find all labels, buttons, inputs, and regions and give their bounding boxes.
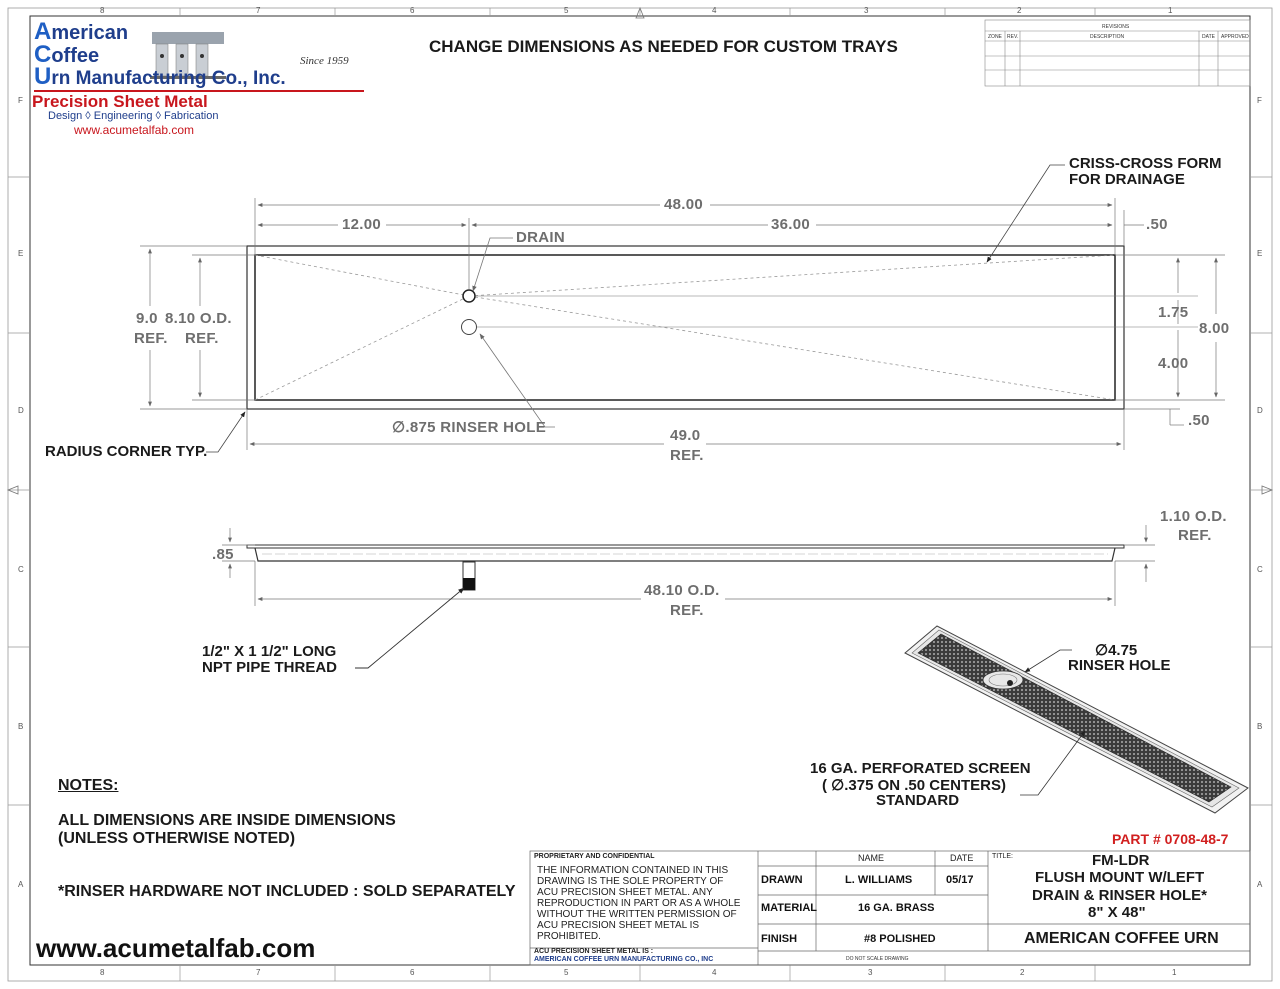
zone-bottom-3: 3 <box>868 968 873 977</box>
dim-outer-height: 9.0 <box>136 310 158 327</box>
zone-bottom-8: 8 <box>100 968 105 977</box>
proprietary-line-6: ACU PRECISION SHEET METAL IS <box>537 920 700 931</box>
zone-top-4: 4 <box>712 6 717 15</box>
logo-since: Since 1959 <box>300 55 349 67</box>
drain-hole <box>463 290 475 302</box>
notes-line-1: ALL DIMENSIONS ARE INSIDE DIMENSIONS <box>58 812 396 829</box>
criss-cross-label-2: FOR DRAINAGE <box>1069 171 1185 188</box>
zone-bottom-5: 5 <box>564 968 569 977</box>
notes-line-2: (UNLESS OTHERWISE NOTED) <box>58 830 296 847</box>
dim-outer-length: 49.0 <box>670 427 701 444</box>
drawn-name: L. WILLIAMS <box>845 874 913 886</box>
proprietary-line-1: THE INFORMATION CONTAINED IN THIS <box>537 865 729 876</box>
part-number: PART # 0708-48-7 <box>1112 831 1229 847</box>
zone-top-1: 1 <box>1168 6 1173 15</box>
zone-left-a: A <box>18 880 24 889</box>
drain-label: DRAIN <box>516 229 565 246</box>
drawn-label: DRAWN <box>761 874 803 886</box>
logo-division: Precision Sheet Metal <box>32 92 208 111</box>
footer-url[interactable]: www.acumetalfab.com <box>36 933 316 963</box>
zone-top-8: 8 <box>100 6 105 15</box>
material-value: 16 GA. BRASS <box>858 902 935 914</box>
zone-bottom-2: 2 <box>1020 968 1025 977</box>
logo-url[interactable]: www.acumetalfab.com <box>74 123 195 137</box>
logo-line-coffee: Coffee <box>34 41 100 68</box>
dim-od-length-ref: REF. <box>670 602 704 619</box>
zone-top-2: 2 <box>1017 6 1022 15</box>
zone-right-c: C <box>1257 565 1263 574</box>
pipe-thread-label-1: 1/2" X 1 1/2" LONG <box>202 643 337 660</box>
dim-left-offset: 12.00 <box>342 216 382 233</box>
iso-rinser-label-1: ∅4.75 <box>1095 642 1138 659</box>
rinser-hole <box>462 320 477 335</box>
dim-drain-offset: 1.75 <box>1158 304 1189 321</box>
zone-left-e: E <box>18 249 24 258</box>
zone-right-d: D <box>1257 406 1263 415</box>
criss-cross-label-1: CRISS-CROSS FORM <box>1069 155 1222 172</box>
radius-corner-label: RADIUS CORNER TYP. <box>45 443 208 460</box>
proprietary-line-3: ACU PRECISION SHEET METAL. ANY <box>537 887 713 898</box>
zone-bottom-1: 1 <box>1172 968 1177 977</box>
proprietary-line-4: REPRODUCTION IN PART OR AS A WHOLE <box>537 898 741 909</box>
zone-top-7: 7 <box>256 6 261 15</box>
revisions-title: REVISIONS <box>1102 24 1130 30</box>
dim-od-depth-ref: REF. <box>1178 527 1212 544</box>
notes-heading: NOTES: <box>58 777 119 794</box>
zone-bottom-7: 7 <box>256 968 261 977</box>
name-header: NAME <box>858 853 885 863</box>
notes-line-3: *RINSER HARDWARE NOT INCLUDED : SOLD SEPARATELY <box>58 883 516 900</box>
zone-top-5: 5 <box>564 6 569 15</box>
screen-label-1: 16 GA. PERFORATED SCREEN <box>810 760 1031 777</box>
dim-od-height-ref: REF. <box>185 330 219 347</box>
zone-right-b: B <box>1257 722 1263 731</box>
zone-left-b: B <box>18 722 24 731</box>
zone-left-c: C <box>18 565 24 574</box>
logo-services: Design ◊ Engineering ◊ Fabrication <box>48 110 219 122</box>
dim-flange-top: .50 <box>1146 216 1168 233</box>
plan-outer-flange <box>247 246 1124 409</box>
zone-right-f: F <box>1257 96 1262 105</box>
title-line-2: FLUSH MOUNT W/LEFT <box>1035 869 1205 886</box>
title-line-1: FM-LDR <box>1092 852 1150 869</box>
zone-right-e: E <box>1257 249 1263 258</box>
zone-top-3: 3 <box>864 6 869 15</box>
proprietary-line-5: WITHOUT THE WRITTEN PERMISSION OF <box>537 909 737 920</box>
logo-line-company: Urn Manufacturing Co., Inc. <box>34 63 286 90</box>
finish-value: #8 POLISHED <box>864 933 936 945</box>
rev-col-description: DESCRIPTION <box>1090 34 1125 40</box>
dim-right-offset: 36.00 <box>771 216 811 233</box>
do-not-scale: DO NOT SCALE DRAWING <box>846 956 909 962</box>
rev-col-zone: ZONE <box>988 34 1002 40</box>
proprietary-line-7: PROHIBITED. <box>537 931 601 942</box>
dim-od-length: 48.10 O.D. <box>644 582 720 599</box>
proprietary-heading: PROPRIETARY AND CONFIDENTIAL <box>534 853 655 860</box>
drawn-date: 05/17 <box>946 874 974 886</box>
dim-od-height: 8.10 O.D. <box>165 310 232 327</box>
rinser-hole-label: ∅.875 RINSER HOLE <box>392 419 547 436</box>
dim-flange-bottom: .50 <box>1188 412 1210 429</box>
dim-inside-height: 8.00 <box>1199 320 1230 337</box>
dim-outer-length-ref: REF. <box>670 447 704 464</box>
iso-rinser-label-2: RINSER HOLE <box>1068 657 1171 674</box>
title-line-4: 8" X 48" <box>1088 904 1146 921</box>
acu-line-1: ACU PRECISION SHEET METAL IS : <box>534 948 654 955</box>
title-label: TITLE: <box>992 853 1014 860</box>
dim-outer-height-ref: REF. <box>134 330 168 347</box>
material-label: MATERIAL <box>761 902 818 914</box>
logo-line-american: American <box>34 18 129 45</box>
acu-line-2: AMERICAN COFFEE URN MANUFACTURING CO., INC <box>534 956 714 963</box>
zone-right-a: A <box>1257 880 1263 889</box>
title-block-company: AMERICAN COFFEE URN <box>1024 930 1219 947</box>
date-header: DATE <box>950 853 974 863</box>
proprietary-line-2: DRAWING IS THE SOLE PROPERTY OF <box>537 876 724 887</box>
zone-left-d: D <box>18 406 24 415</box>
screen-label-3: STANDARD <box>876 792 960 809</box>
dim-od-depth: 1.10 O.D. <box>1160 508 1227 525</box>
pipe-thread-label-2: NPT PIPE THREAD <box>202 659 338 676</box>
plan-inner-tray <box>255 255 1115 400</box>
title-line-3: DRAIN & RINSER HOLE* <box>1032 887 1208 904</box>
zone-bottom-6: 6 <box>410 968 415 977</box>
rev-col-approved: APPROVED <box>1221 34 1249 40</box>
zone-top-6: 6 <box>410 6 415 15</box>
header-title: CHANGE DIMENSIONS AS NEEDED FOR CUSTOM TRAYS <box>429 37 898 56</box>
zone-left-f: F <box>18 96 23 105</box>
screen-label-2: ( ∅.375 ON .50 CENTERS) <box>822 777 1006 794</box>
dim-overall-length: 48.00 <box>664 196 704 213</box>
dim-rinser-offset: 4.00 <box>1158 355 1189 372</box>
rev-col-rev: REV. <box>1007 34 1019 40</box>
rev-col-date: DATE <box>1202 34 1215 40</box>
dim-depth: .85 <box>212 546 234 563</box>
finish-label: FINISH <box>761 933 798 945</box>
zone-bottom-4: 4 <box>712 968 717 977</box>
